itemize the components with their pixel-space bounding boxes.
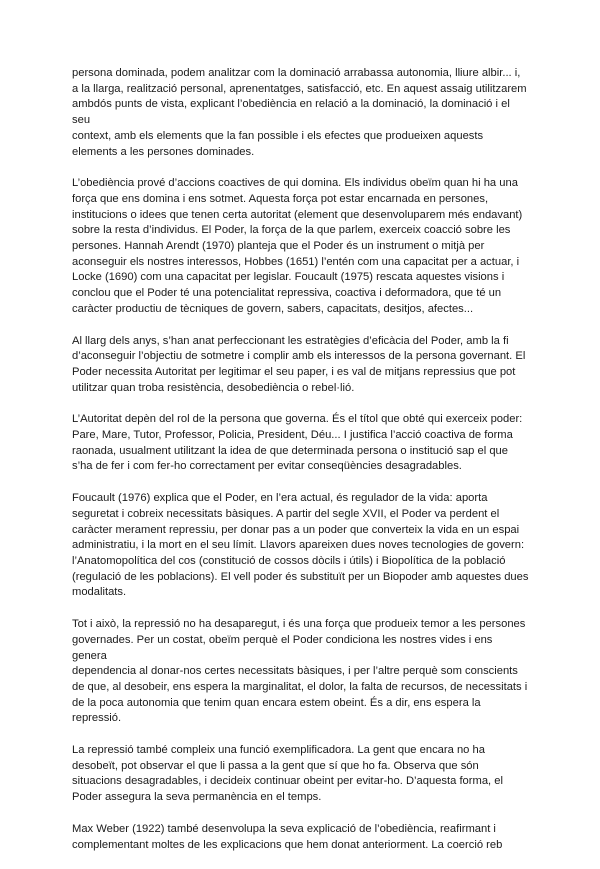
document-page	[72, 66, 530, 869]
paragraph-obediencia-accions-coactives: L’obediència prové d’accions coactives de qui domina. Els individus obeïm quan hi ha una força que ens domina i ens sotmet. Aquesta força pot estar encarnada en persones, institucions o idees que tenen certa autoritat (element que desenvoluparem més endavant) sobre la resta d’individus. El Poder, la força de la que parlem, exerceix coacció sobre les persones. Hannah Arendt (1970) planteja que el Poder és un instrument o mitjà per aconseguir els nostres interessos, Hobbes (1651) l’entén com una capacitat per a actuar, i Locke (1690) com una capacitat per legislar. Foucault (1975) rescata aquestes visions i conclou que el Poder té una potencialitat repressiva, coactiva i deformadora, que té un caràcter productiu de tècniques de govern, sabers, capacitats, desitjos, afectes...	[72, 177, 523, 315]
paragraph-repressio-exemplificadora: La repressió també compleix una funció exemplificadora. La gent que encara no ha desobeït, pot observar el que li passa a la gent que sí que ho fa. Observa que són situacions desagradables, i decideix continuar obeint per evitar-ho. D’aquesta forma, el Poder assegura la seva permanència en el temps.	[72, 744, 503, 804]
paragraph-repressio-temor: Tot i això, la repressió no ha desaparegut, i és una força que produeix temor a les persones governades. Per un costat, obeïm perquè el Poder condiciona les nostres vides i ens genera dependencia al donar-nos certes necessitats bàsiques, i per l’altre perquè som conscients de que, al desobeir, ens espera la marginalitat, el dolor, la falta de recursos, de necessitats i de la poca autonomia que tenim quan encara estem obeint. És a dir, ens espera la repressió.	[72, 618, 528, 725]
paragraph-max-weber: Max Weber (1922) també desenvolupa la seva explicació de l’obediència, reafirmant i complementant moltes de les explicacions que hem donat anteriorment. La coerció reb	[72, 822, 503, 851]
paragraph-autoritat: L’Autoritat depèn del rol de la persona que governa. És el títol que obté qui exerceix poder: Pare, Mare, Tutor, Professor, Policia, President, Déu... I justifica l’acció coactiva de forma raonada, usualment utilitzant la idea de que determinada persona o institució sap el que s’ha de fer i com fer-ho correctament per evitar conseqüències desagradables.	[72, 413, 523, 473]
paragraph-estrategies-poder: Al llarg dels anys, s’han anat perfeccionant les estratègies d’eficàcia del Poder, amb la fi d’aconseguir l’objectiu de sotmetre i complir amb els interessos de la persona governant. El Poder necessita Autoritat per legitimar el seu paper, i es val de mitjans repressius que pot utilitzar quan troba resistència, desobediència o rebel·lió.	[72, 334, 526, 394]
paragraph-dominacio-autonomia: persona dominada, podem analitzar com la dominació arrabassa autonomia, lliure albir... i, a la llarga, realització personal, aprenentatges, satisfacció, etc. En aquest assaig utilitzarem ambdós punts de vista, explicant l’obediència en relació a la dominació, la dominació i el seu context, amb els elements que la fan possible i els efectes que produeixen aquests elements a les persones dominades.	[72, 67, 527, 158]
paragraph-foucault-biopoder: Foucault (1976) explica que el Poder, en l’era actual, és regulador de la vida: aporta seguretat i cobreix necessitats bàsiques. A partir del segle XVII, el Poder va perdent el caràcter merament repressiu, per donar pas a un poder que converteix la vida en un espai administratiu, i la mort en el seu límit. Llavors apareixen dues noves tecnologies de govern: l’Anatomopolítica del cos (constitució de cossos dòcils i útils) i Biopolítica de la població (regulació de les poblacions). El vell poder és substituït per un Biopoder amb aquestes dues modalitats.	[72, 492, 529, 599]
